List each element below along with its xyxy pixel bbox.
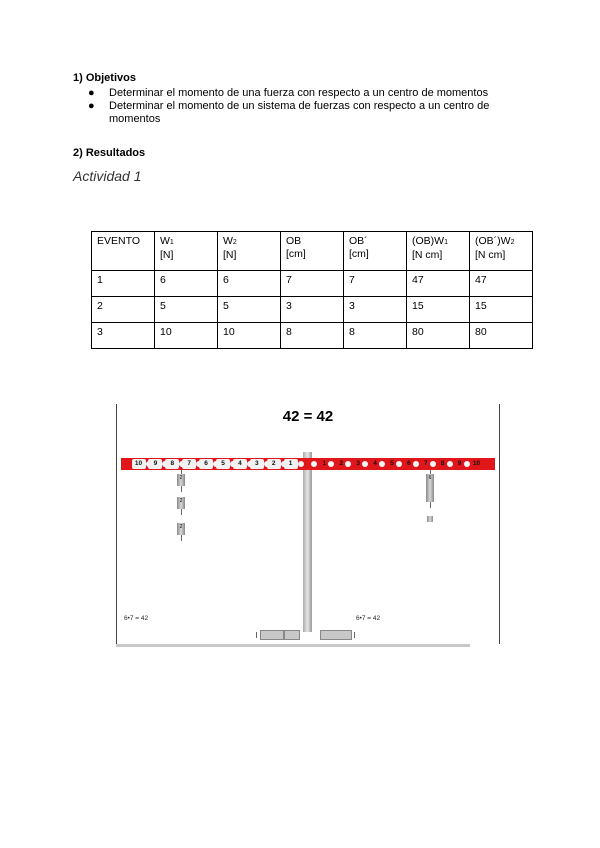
beam-position-label: 3 [250, 459, 264, 469]
beam-position-label: 3 [356, 460, 360, 467]
beam-position-label: 6 [407, 460, 411, 467]
beam-position-label: 1 [322, 460, 327, 467]
beam-position-label: 9 [457, 460, 462, 467]
frame-scrollbar[interactable] [116, 644, 470, 647]
hanging-mass[interactable]: 2 [177, 497, 185, 509]
table-row: 1 6 6 7 7 47 47 [92, 271, 533, 297]
frame-border [499, 404, 500, 644]
beam-position-label: 10 [472, 460, 481, 467]
activity-title: Actividad 1 [73, 168, 142, 184]
hanging-mass[interactable] [427, 516, 433, 522]
table-header-row [92, 232, 533, 271]
objectives-list [88, 87, 538, 126]
header-cell: EVENTO [92, 232, 155, 271]
header-cell: (OB)W1 [N cm] [407, 232, 470, 271]
bullet-icon: ● [88, 100, 95, 112]
objectives-heading: 1) Objetivos [73, 72, 136, 84]
header-cell: W1 [N] [155, 232, 218, 271]
objective-text: Determinar el momento de un sistema de fuerzas con respecto a un centro de momentos [109, 100, 490, 125]
beam-position-label: 1 [284, 459, 298, 469]
beam-position-label: 2 [267, 459, 281, 469]
hook-icon [430, 502, 433, 508]
balance-pole [303, 452, 312, 632]
equilibrium-title: 42 = 42 [282, 408, 334, 425]
beam-position-label: 5 [216, 459, 230, 469]
list-item [88, 87, 538, 100]
left-moment-label: 6•7 = 42 [124, 615, 149, 622]
beam-hole[interactable] [447, 461, 453, 467]
hanging-mass[interactable]: 2 [177, 523, 185, 535]
results-table [91, 231, 533, 349]
base-block [284, 630, 300, 640]
header-cell: OB [cm] [281, 232, 344, 271]
right-moment-label: 6•7 = 42 [356, 615, 381, 622]
header-cell: OB´ [cm] [344, 232, 407, 271]
hook-icon [181, 486, 184, 492]
beam-hole[interactable] [396, 461, 402, 467]
header-cell: W2 [N] [218, 232, 281, 271]
beam-hole[interactable] [464, 461, 470, 467]
header-cell: (OB´)W2 [N cm] [470, 232, 533, 271]
beam-hole[interactable] [430, 461, 436, 467]
beam-position-label: 7 [423, 460, 428, 467]
hanging-mass[interactable]: 2 [177, 474, 185, 486]
beam-position-label: 8 [440, 460, 445, 467]
base-block [320, 630, 352, 640]
bullet-icon: ● [88, 87, 95, 99]
hanging-mass[interactable]: 6 [426, 474, 434, 502]
hook-icon [354, 632, 357, 638]
hook-icon [181, 535, 184, 541]
beam-position-label: 6 [199, 459, 213, 469]
base-block [260, 630, 284, 640]
list-item [88, 100, 538, 126]
table-row: 3 10 10 8 8 80 80 [92, 323, 533, 349]
balance-simulation [116, 404, 500, 650]
beam-position-label: 4 [373, 460, 377, 467]
beam-position-label: 9 [148, 459, 162, 469]
hook-icon [256, 632, 259, 638]
beam-position-label: 4 [233, 459, 247, 469]
beam-position-label: 10 [132, 459, 146, 469]
beam-hole[interactable] [379, 461, 385, 467]
beam-position-label: 2 [339, 460, 344, 467]
table-row: 2 5 5 3 3 15 15 [92, 297, 533, 323]
beam-position-label: 8 [165, 459, 179, 469]
beam-position-label: 7 [182, 459, 196, 469]
frame-border [116, 404, 117, 644]
hook-icon [181, 509, 184, 515]
beam-position-label: 5 [390, 460, 394, 467]
beam-hole[interactable] [298, 461, 304, 467]
results-heading: 2) Resultados [73, 147, 146, 159]
beam-hole[interactable] [413, 461, 419, 467]
objective-text: Determinar el momento de una fuerza con respecto a un centro de momentos [109, 87, 489, 99]
